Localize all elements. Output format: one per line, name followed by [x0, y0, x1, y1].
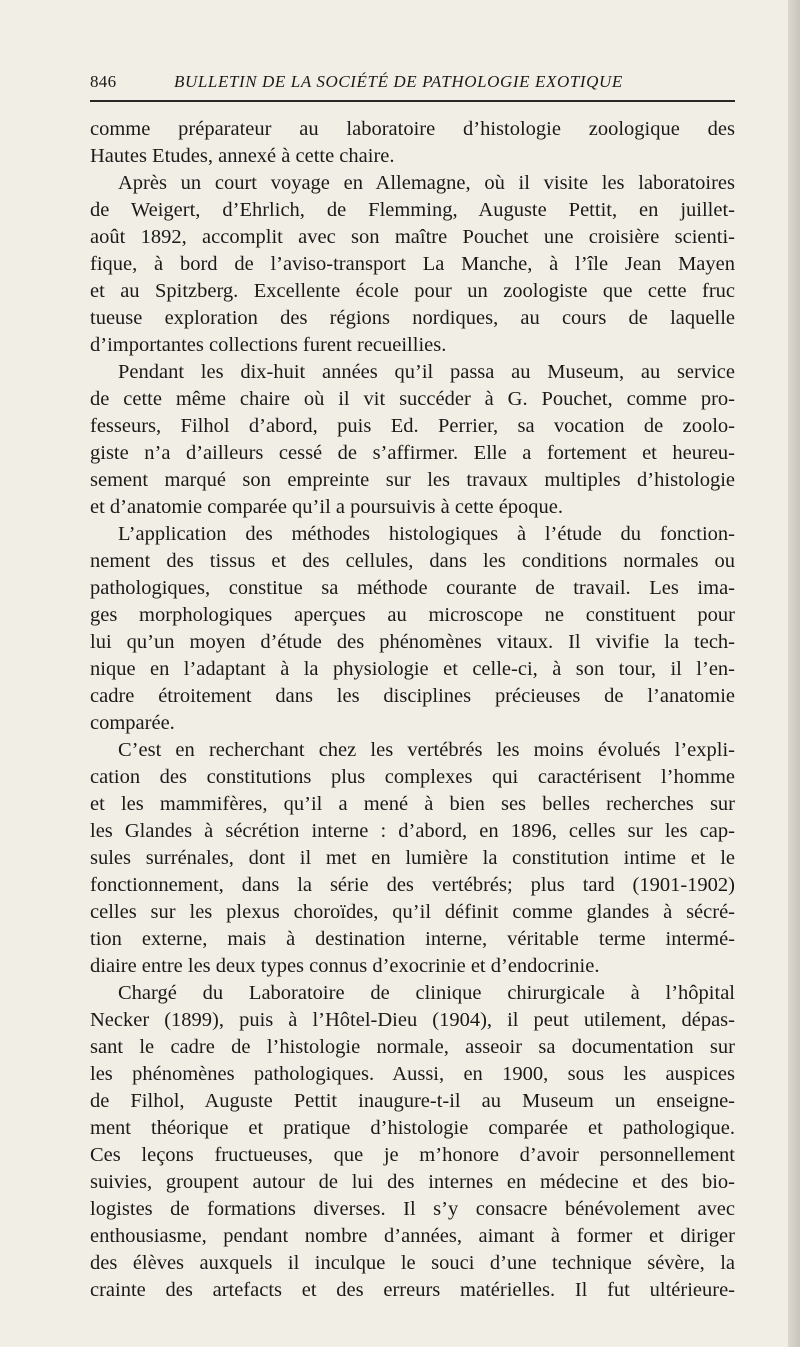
text-line: L’application des méthodes histologiques à l’étude du fonction-	[118, 523, 735, 545]
text-line: Pendant les dix-huit années qu’il passa au Museum, au service	[118, 361, 735, 383]
text-line: logistes de formations diverses. Il s’y consacre bénévolement avec	[90, 1198, 735, 1220]
text-line: crainte des artefacts et des erreurs matérielles. Il fut ultérieure-	[90, 1279, 735, 1301]
text-line: sant le cadre de l’histologie normale, asseoir sa documentation sur	[90, 1036, 735, 1058]
running-title: BULLETIN DE LA SOCIÉTÉ DE PATHOLOGIE EXOTIQUE	[174, 72, 623, 91]
page-edge-shadow	[788, 0, 800, 1347]
text-line: diaire entre les deux types connus d’exocrinie et d’endocrinie.	[90, 955, 600, 977]
text-line: lui qu’un moyen d’étude des phénomènes vitaux. Il vivifie la tech-	[90, 631, 735, 653]
header-rule	[90, 100, 735, 102]
text-line: de cette même chaire où il vit succéder à G. Pouchet, comme pro-	[90, 388, 735, 410]
text-line: des élèves auxquels il inculque le souci d’une technique sévère, la	[90, 1252, 735, 1274]
text-line: de Weigert, d’Ehrlich, de Flemming, Auguste Pettit, en juillet-	[90, 199, 735, 221]
text-line: Ces leçons fructueuses, que je m’honore d’avoir personnellement	[90, 1144, 735, 1166]
text-line: tueuse exploration des régions nordiques, au cours de laquelle	[90, 307, 735, 329]
text-line: comme préparateur au laboratoire d’histologie zoologique des	[90, 118, 735, 140]
text-line: nique en l’adaptant à la physiologie et celle-ci, à son tour, il l’en-	[90, 658, 735, 680]
text-line: nement des tissus et des cellules, dans les conditions normales ou	[90, 550, 735, 572]
text-line: et au Spitzberg. Excellente école pour un zoologiste que cette fruc	[90, 280, 735, 302]
text-line: C’est en recherchant chez les vertébrés les moins évolués l’expli-	[118, 739, 735, 761]
text-line: fesseurs, Filhol d’abord, puis Ed. Perrier, sa vocation de zoolo-	[90, 415, 735, 437]
text-line: sules surrénales, dont il met en lumière la constitution intime et le	[90, 847, 735, 869]
text-line: tion externe, mais à destination interne, véritable terme intermé-	[90, 928, 735, 950]
text-line: et d’anatomie comparée qu’il a poursuivis à cette époque.	[90, 496, 564, 518]
text-line: de Filhol, Auguste Pettit inaugure-t-il au Museum un enseigne-	[90, 1090, 735, 1112]
text-line: pathologiques, constitue sa méthode courante de travail. Les ima-	[90, 577, 735, 599]
body-text	[90, 116, 735, 1304]
text-line: fonctionnement, dans la série des vertébrés; plus tard (1901-1902)	[90, 874, 735, 896]
text-line: Chargé du Laboratoire de clinique chirurgicale à l’hôpital	[118, 982, 735, 1004]
text-line: fique, à bord de l’aviso-transport La Manche, à l’île Jean Mayen	[90, 253, 735, 275]
page-number: 846	[90, 72, 117, 91]
text-line: d’importantes collections furent recueillies.	[90, 334, 447, 356]
text-line: Hautes Etudes, annexé à cette chaire.	[90, 145, 395, 167]
text-line: cadre étroitement dans les disciplines précieuses de l’anatomie	[90, 685, 735, 707]
text-line: et les mammifères, qu’il a mené à bien ses belles recherches sur	[90, 793, 735, 815]
text-line: cation des constitutions plus complexes qui caractérisent l’homme	[90, 766, 735, 788]
text-line: comparée.	[90, 712, 175, 734]
text-line: ges morphologiques aperçues au microscope ne constituent pour	[90, 604, 735, 626]
text-line: ment théorique et pratique d’histologie comparée et pathologique.	[90, 1117, 735, 1139]
text-line: enthousiasme, pendant nombre d’années, aimant à former et diriger	[90, 1225, 735, 1247]
text-line: Après un court voyage en Allemagne, où il visite les laboratoires	[118, 172, 735, 194]
text-line: giste n’a d’ailleurs cessé de s’affirmer. Elle a fortement et heureu-	[90, 442, 735, 464]
text-line: août 1892, accomplit avec son maître Pouchet une croisière scienti-	[90, 226, 735, 248]
text-line: les phénomènes pathologiques. Aussi, en 1900, sous les auspices	[90, 1063, 735, 1085]
text-line: celles sur les plexus choroïdes, qu’il définit comme glandes à sécré-	[90, 901, 735, 923]
text-line: les Glandes à sécrétion interne : d’abord, en 1896, celles sur les cap-	[90, 820, 735, 842]
text-line: suivies, groupent autour de lui des internes en médecine et des bio-	[90, 1171, 735, 1193]
text-line: sement marqué son empreinte sur les travaux multiples d’histologie	[90, 469, 735, 491]
text-line: Necker (1899), puis à l’Hôtel-Dieu (1904), il peut utilement, dépas-	[90, 1009, 735, 1031]
page-header	[90, 72, 735, 94]
